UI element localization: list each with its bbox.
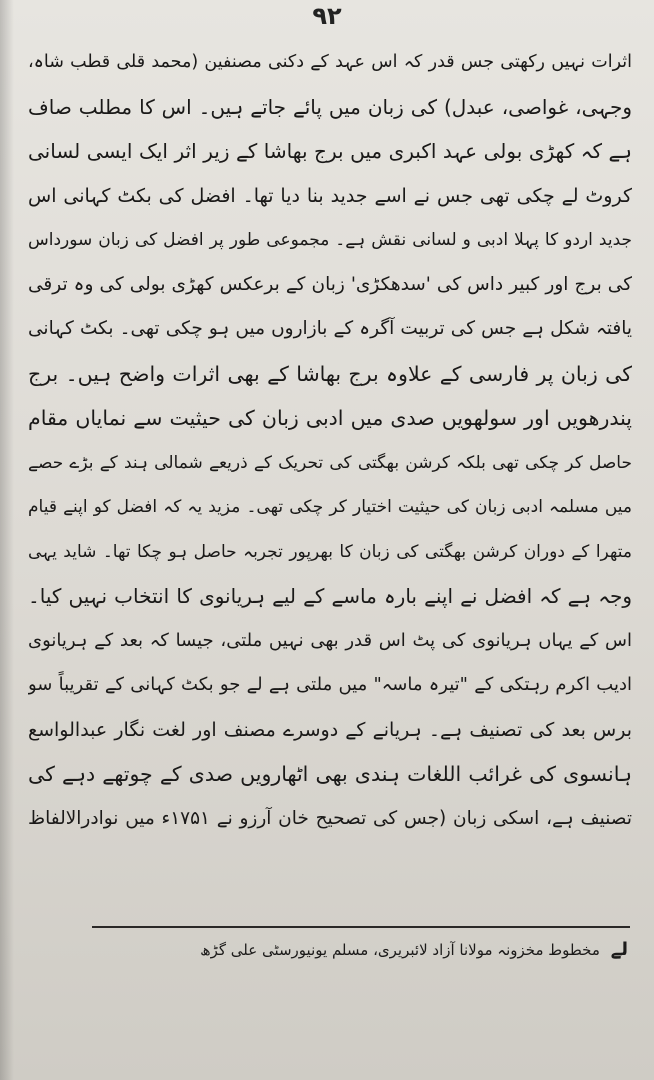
text-line: حاصل کر چکی تھی بلکہ کرشن بھگتی کی تحریک کے ذریعے شمالی ہند کے بڑے حصے — [28, 452, 632, 473]
text-line: برس بعد کی تصنیف ہے۔ ہریانے کے دوسرے مصنف اور لغت نگار عبدالواسع — [28, 718, 632, 741]
text-line: جدید اردو کا پہلا ادبی و لسانی نقش ہے۔ مجموعی طور پر افضل کی زبان سورداس — [28, 230, 632, 250]
text-line: کروٹ لے چکی تھی جس نے اسے جدید بنا دیا تھا۔ افضل کی بکٹ کہانی اس — [28, 184, 632, 207]
text-line: وجہی، غواصی، عبدل) کی زبان میں پائے جاتے ہیں۔ اس کا مطلب صاف — [28, 94, 632, 119]
page-number: ۹۲ — [312, 2, 342, 30]
footnote-text: مخطوط مخزونہ مولانا آزاد لائبریری، مسلم یونیورسٹی علی گڑھ — [200, 941, 600, 959]
text-line: تصنیف ہے، اسکی زبان (جس کی تصحیح خان آرزو نے ۱۷۵۱ء میں نوادرالالفاظ — [28, 807, 632, 829]
text-line: وجہ ہے کہ افضل نے اپنے بارہ ماسے کے لیے ہریانوی کا انتخاب نہیں کیا۔ — [28, 584, 632, 608]
text-line: کی زبان پر فارسی کے علاوہ برج بھاشا کے بھی اثرات واضح ہیں۔ برج — [28, 361, 632, 386]
text-line: ادیب اکرم رہتکی کے "تیرہ ماسہ" میں ملتی ہے لے جو بکٹ کہانی کے تقریباً سو — [28, 674, 632, 695]
text-line: یافتہ شکل ہے جس کی تربیت آگرہ کے بازاروں میں ہو چکی تھی۔ بکٹ کہانی — [28, 318, 632, 339]
text-line: ہے کہ کھڑی بولی عہد اکبری میں برج بھاشا کے زیر اثر ایک ایسی لسانی — [28, 139, 632, 163]
text-line: اس کے یہاں ہریانوی کی پٹ اس قدر بھی نہیں ملتی، جیسا کہ بعد کے ہریانوی — [28, 629, 632, 651]
text-line: ہانسوی کی غرائب اللغات ہندی بھی اٹھارویں صدی کے چوتھے دہے کی — [28, 762, 632, 786]
footnote — [68, 936, 628, 964]
text-line: اثرات نہیں رکھتی جس قدر کہ اس عہد کے دکنی مصنفین (محمد قلی قطب شاہ، — [28, 52, 632, 72]
text-line: میں مسلمہ ادبی زبان کی حیثیت اختیار کر چکی تھی۔ مزید یہ کہ افضل کو اپنے قیام — [28, 497, 632, 517]
footnote-divider — [92, 926, 630, 928]
text-line: کی برج اور کبیر داس کی 'سدھکڑی' زبان کے برعکس کھڑی بولی کی وہ ترقی — [28, 273, 632, 295]
footnote-marker: لے — [610, 939, 628, 960]
text-line: متھرا کے دوران کرشن بھگتی کی زبان کا بھرپور تجربہ حاصل ہو چکا تھا۔ شاید یہی — [28, 541, 632, 562]
body-text — [28, 40, 632, 841]
text-line: پندرھویں اور سولھویں صدی میں ادبی زبان کی حیثیت سے نمایاں مقام — [28, 406, 632, 430]
